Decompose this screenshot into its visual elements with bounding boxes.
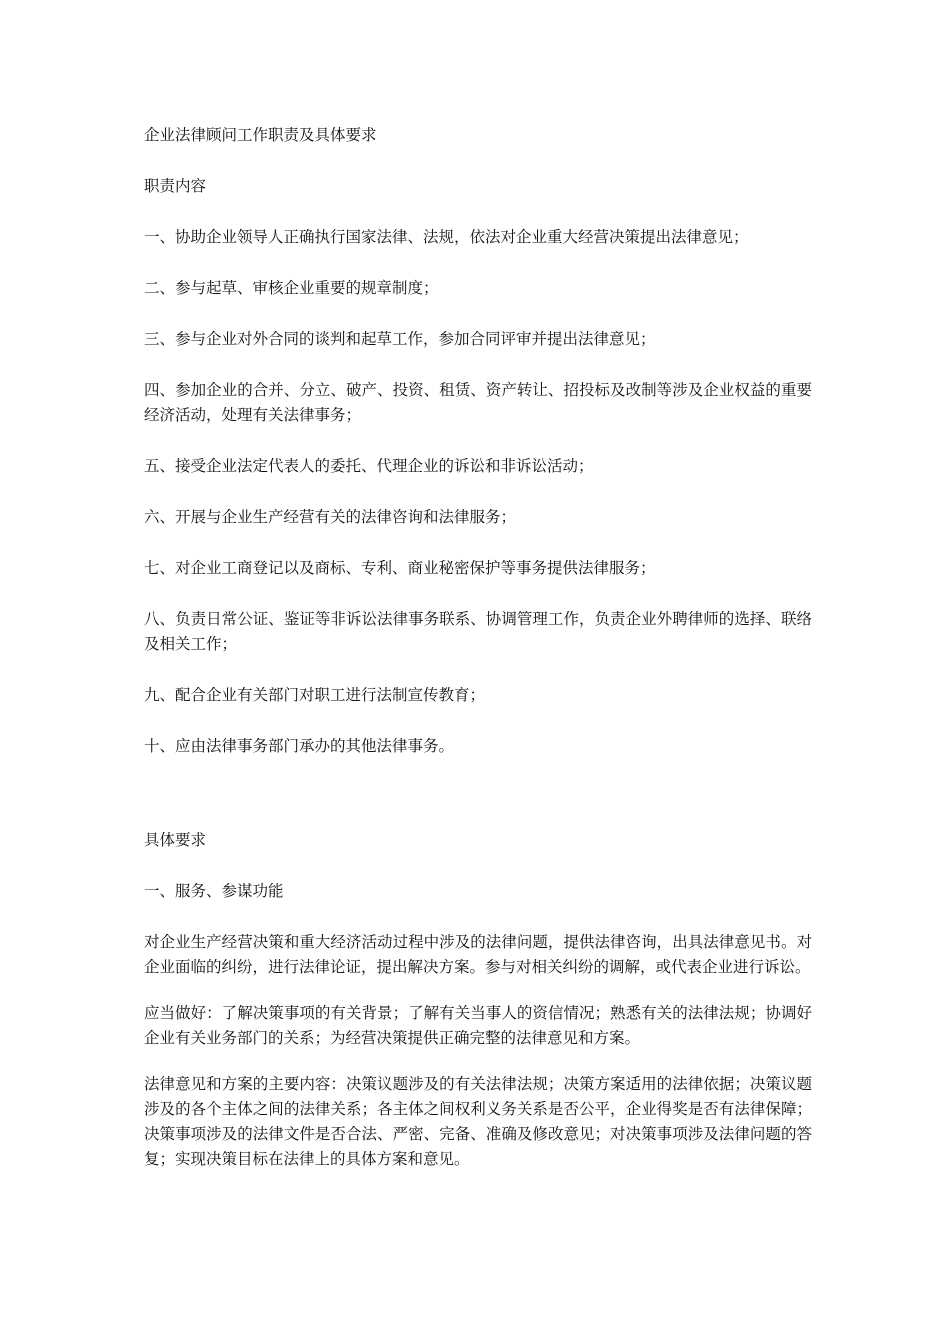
duty-item-8: 八、负责日常公证、鉴证等非诉讼法律事务联系、协调管理工作，负责企业外聘律师的选择、联络及相关工作； <box>144 610 812 653</box>
duty-item-1: 一、协助企业领导人正确执行国家法律、法规，依法对企业重大经营决策提出法律意见； <box>144 228 749 246</box>
requirement-1-heading: 一、服务、参谋功能 <box>144 882 284 900</box>
document-body <box>144 123 812 1172</box>
requirement-paragraph-2: 应当做好：了解决策事项的有关背景；了解有关当事人的资信情况；熟悉有关的法律法规；协调好企业有关业务部门的关系；为经营决策提供正确完整的法律意见和方案。 <box>144 1004 812 1047</box>
duty-item-10: 十、应由法律事务部门承办的其他法律事务。 <box>144 737 455 755</box>
requirements-heading: 具体要求 <box>144 831 207 849</box>
duty-item-6: 六、开展与企业生产经营有关的法律咨询和法律服务； <box>144 508 517 526</box>
duty-item-4: 四、参加企业的合并、分立、破产、投资、租赁、资产转让、招投标及改制等涉及企业权益的重要经济活动，处理有关法律事务； <box>144 381 812 424</box>
duty-item-5: 五、接受企业法定代表人的委托、代理企业的诉讼和非诉讼活动； <box>144 457 594 475</box>
requirement-paragraph-3: 法律意见和方案的主要内容：决策议题涉及的有关法律法规；决策方案适用的法律依据；决策议题涉及的各个主体之间的法律关系；各主体之间权利义务关系是否公平，企业得奖是否有法律保障；决策事项涉及的法律文件是否合法、严密、完备、准确及修改意见；对决策事项涉及法律问题的答复；实现决策目标在法律上的具体方案和意见。 <box>144 1075 812 1168</box>
duty-item-3: 三、参与企业对外合同的谈判和起草工作，参加合同评审并提出法律意见； <box>144 330 656 348</box>
duty-item-9: 九、配合企业有关部门对职工进行法制宣传教育； <box>144 686 486 704</box>
duty-item-7: 七、对企业工商登记以及商标、专利、商业秘密保护等事务提供法律服务； <box>144 559 656 577</box>
section-spacer <box>144 759 812 828</box>
duty-item-2: 二、参与起草、审核企业重要的规章制度； <box>144 279 439 297</box>
document-title: 企业法律顾问工作职责及具体要求 <box>144 126 377 144</box>
requirement-paragraph-1: 对企业生产经营决策和重大经济活动过程中涉及的法律问题，提供法律咨询，出具法律意见书。对企业面临的纠纷，进行法律论证，提出解决方案。参与对相关纠纷的调解，或代表企业进行诉讼。 <box>144 933 812 976</box>
duties-heading: 职责内容 <box>144 177 207 195</box>
